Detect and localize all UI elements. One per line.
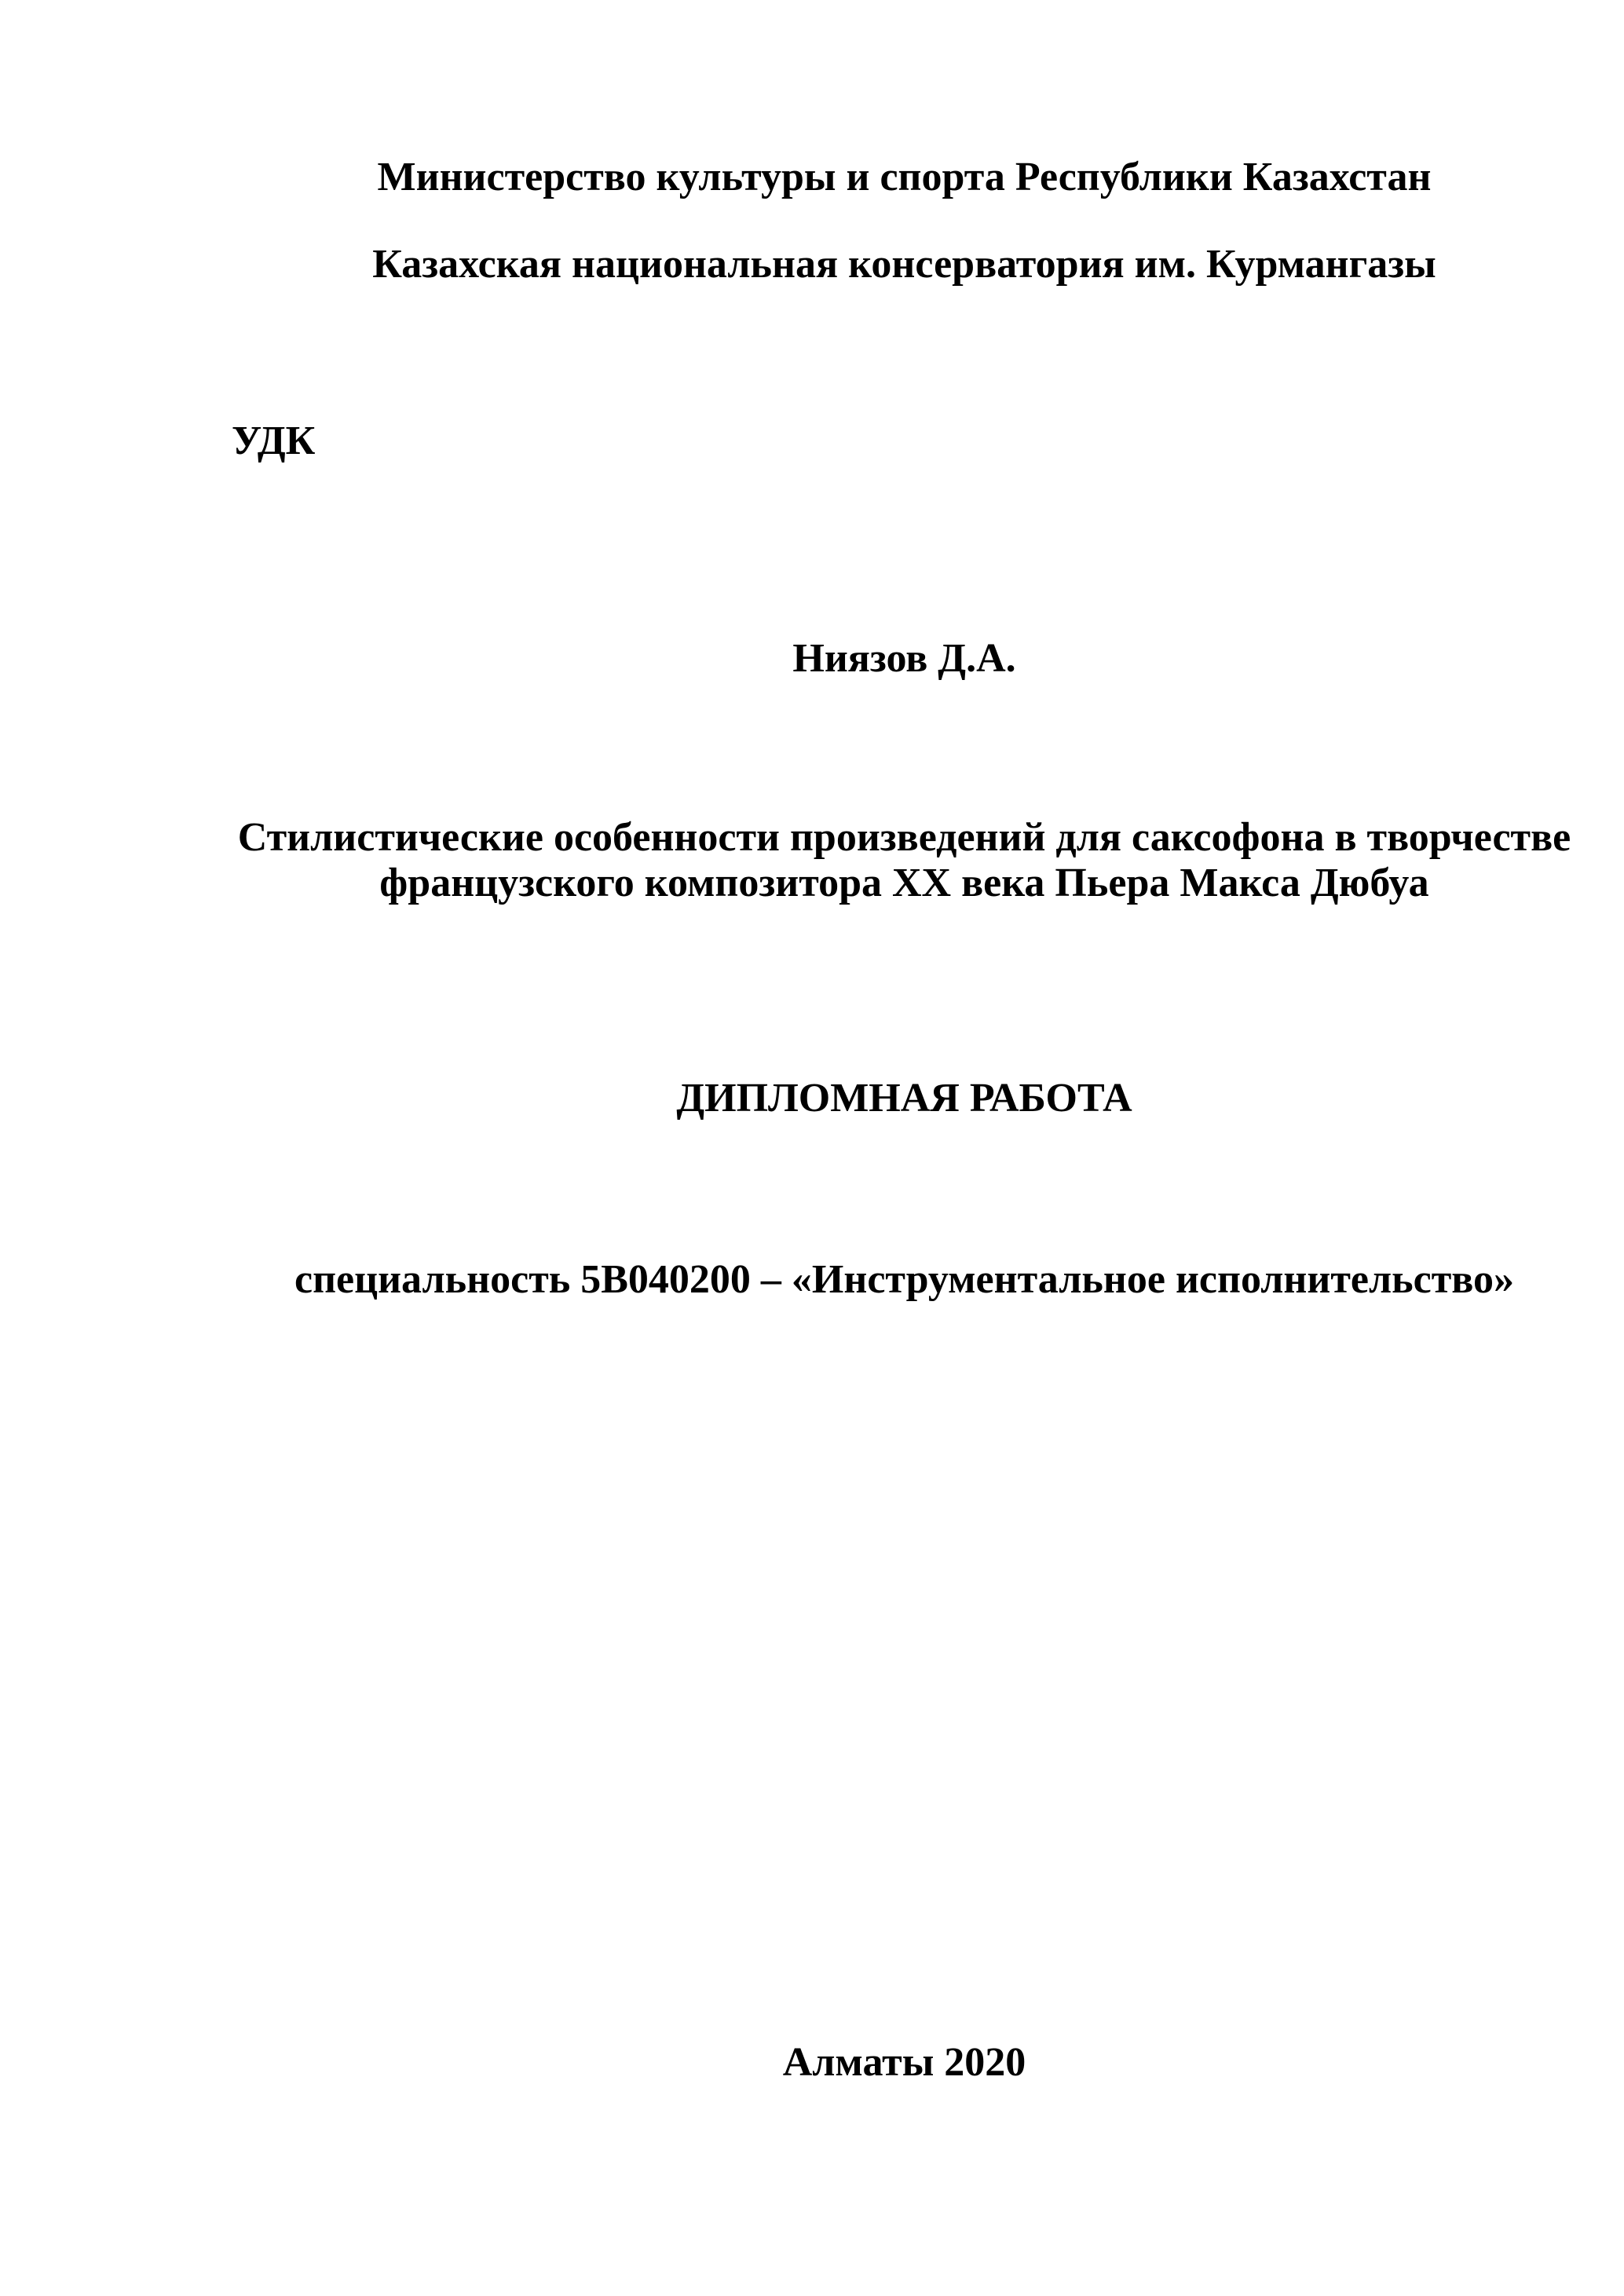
thesis-title-line-2: французского композитора XX века Пьера Макса Дюбуа [379,861,1429,905]
author-name: Ниязов Д.А. [792,636,1016,681]
institution-line: Казахская национальная консерватория им. Курмангазы [372,242,1436,287]
work-type-heading: ДИПЛОМНАЯ РАБОТА [676,1076,1132,1121]
ministry-line: Министерство культуры и спорта Республики Казахстан [377,155,1432,199]
udc-label: УДК [232,419,316,463]
specialty-line: специальность 5В040200 – «Инструментальное исполнительство» [294,1257,1515,1302]
thesis-title [232,815,1577,906]
thesis-title-line-1: Стилистические особенности произведений для саксофона в творчестве [237,815,1571,860]
city-year-line: Алматы 2020 [782,2040,1026,2085]
